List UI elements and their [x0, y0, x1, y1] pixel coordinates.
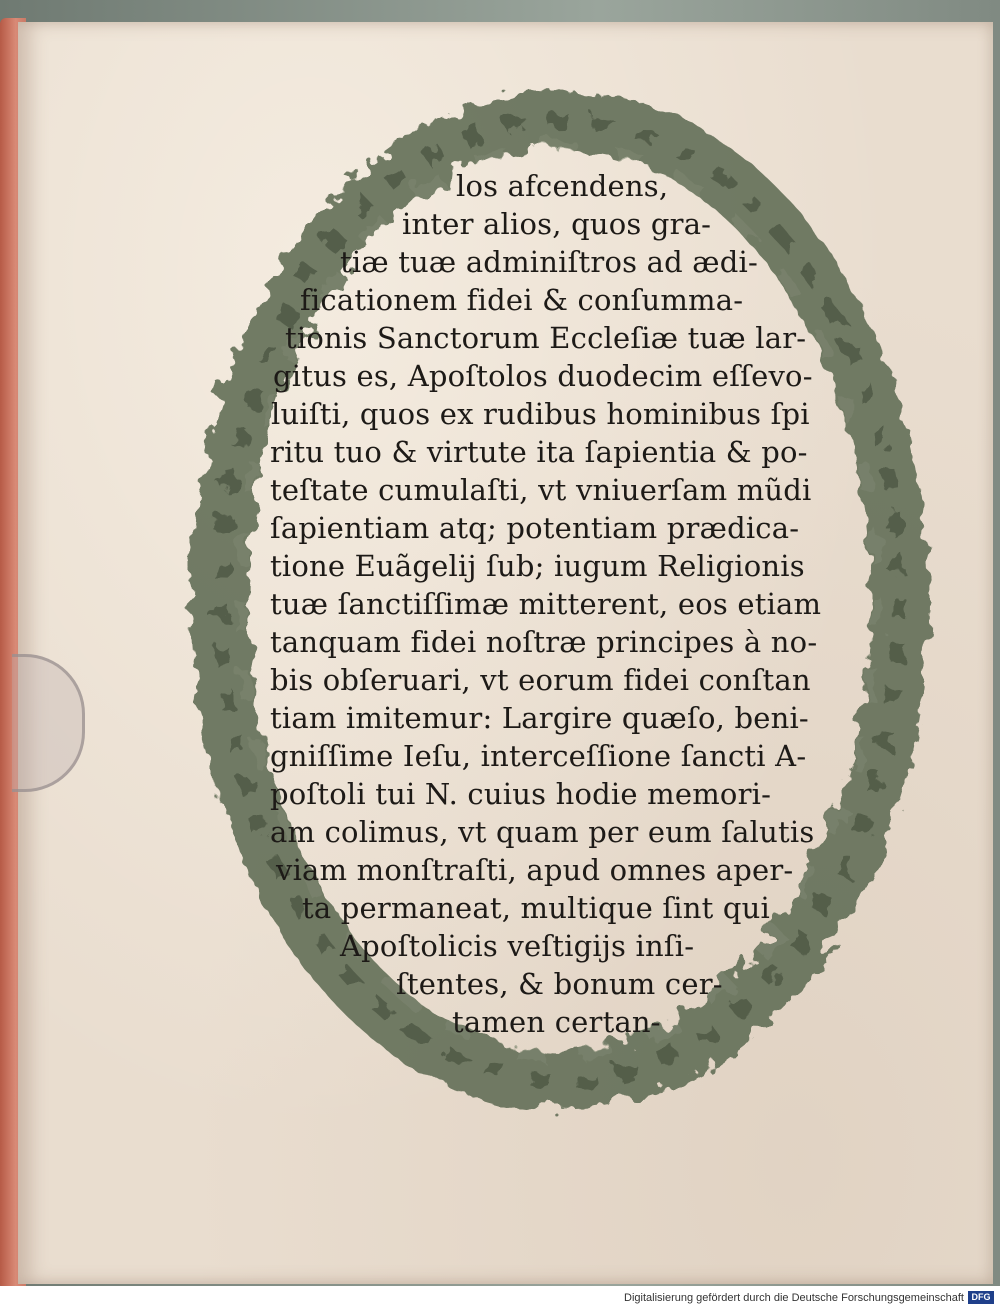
- text-line: viam monſtraſti, apud omnes aper-: [276, 853, 794, 887]
- text-line: tuæ ſanctiſſimæ mitterent, eos etiam: [270, 587, 822, 621]
- text-line: inter alios, quos gra-: [402, 207, 712, 241]
- text-line: Apoſtolicis veſtigijs inſi-: [340, 929, 695, 963]
- text-line: luiſti, quos ex rudibus hominibus ſpi: [271, 397, 810, 431]
- text-line: ritu tuo & virtute ita ſapientia & po-: [270, 435, 808, 469]
- text-line: gitus es, Apoſtolos duodecim eſſevo-: [273, 359, 813, 393]
- footer-credit: Digitalisierung gefördert durch die Deutsche Forschungsgemeinschaft: [624, 1292, 964, 1304]
- text-line: los afcendens,: [456, 169, 669, 203]
- text-line: gniſſime Ieſu, interceſſione ſancti A-: [270, 739, 807, 773]
- text-line: ſapientiam atq; potentiam prædica-: [270, 511, 800, 545]
- text-line: tiam imitemur: Largire quæſo, beni-: [270, 701, 809, 735]
- text-line: bis obſeruari, vt eorum fidei conſtan: [270, 663, 811, 697]
- footer-bar: [0, 1286, 1000, 1308]
- text-line: poſtoli tui N. cuius hodie memori-: [270, 777, 772, 811]
- text-line: am colimus, vt quam per eum ſalutis: [270, 815, 815, 849]
- text-line: tionis Sanctorum Eccleſiæ tuæ lar-: [285, 321, 807, 355]
- text-line: ſtentes, & bonum cer-: [396, 967, 723, 1001]
- text-line: tione Euãgelij ſub; iugum Religionis: [270, 549, 805, 583]
- text-line: tanquam fidei noſtræ principes à no-: [270, 625, 818, 659]
- text-line: ta permaneat, multique ſint qui: [302, 891, 771, 925]
- dfg-logo: DFG: [968, 1291, 994, 1304]
- text-line: teſtate cumulaſti, vt vniuerſam mũdi: [270, 473, 812, 507]
- text-line: ficationem fidei & conſumma-: [300, 283, 744, 317]
- text-line: tamen certan-: [452, 1005, 661, 1039]
- text-line: tiæ tuæ adminiſtros ad ædi-: [340, 245, 758, 279]
